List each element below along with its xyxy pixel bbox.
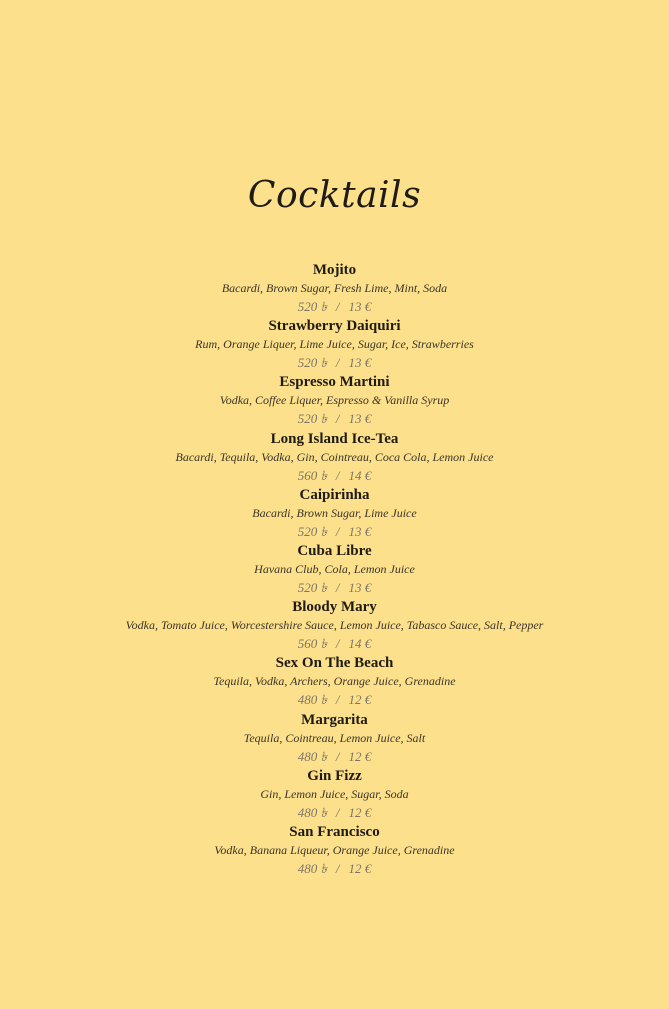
price-bdt: 520 ৳	[297, 299, 327, 314]
price-eur: 14 €	[348, 636, 372, 652]
price-separator: /	[335, 523, 340, 539]
price-separator: /	[335, 860, 340, 876]
cocktail-name: Gin Fizz	[307, 767, 362, 784]
list-item	[0, 822, 669, 878]
price-eur: 13 €	[348, 299, 372, 314]
price-separator: /	[335, 411, 340, 427]
price-separator: /	[335, 692, 340, 708]
price-separator: /	[335, 467, 340, 483]
cocktail-list	[0, 260, 669, 878]
price-separator: /	[335, 804, 340, 820]
price-separator: /	[335, 355, 340, 371]
price-bdt: 560 ৳	[297, 467, 327, 483]
list-item	[0, 597, 669, 653]
price-eur: 12 €	[348, 748, 372, 764]
cocktail-name: Bloody Mary	[292, 599, 377, 616]
cocktail-price	[0, 747, 669, 766]
cocktail-price	[0, 466, 669, 485]
cocktail-name: Espresso Martini	[279, 374, 390, 391]
cocktail-ingredients: Bacardi, Brown Sugar, Lime Juice	[252, 505, 417, 520]
page-title: Cocktails	[247, 175, 422, 216]
list-item	[0, 710, 669, 766]
price-eur: 13 €	[348, 411, 372, 427]
price-eur: 13 €	[348, 523, 372, 539]
cocktail-ingredients: Havana Club, Cola, Lemon Juice	[254, 561, 415, 576]
price-bdt: 480 ৳	[297, 860, 327, 876]
cocktail-price	[0, 409, 669, 428]
cocktail-ingredients: Bacardi, Tequila, Vodka, Gin, Cointreau, Coca Cola, Lemon Juice	[175, 449, 494, 464]
cocktail-price	[0, 859, 669, 878]
cocktail-name: Strawberry Daiquiri	[268, 318, 401, 335]
price-bdt: 480 ৳	[297, 748, 327, 764]
price-eur: 14 €	[348, 467, 372, 483]
cocktail-price	[0, 690, 669, 709]
price-bdt: 520 ৳	[297, 579, 327, 595]
list-item	[0, 372, 669, 428]
price-eur: 12 €	[348, 804, 372, 820]
cocktail-ingredients: Vodka, Banana Liqueur, Orange Juice, Grenadine	[214, 842, 455, 857]
cocktail-name: Long Island Ice-Tea	[270, 430, 399, 447]
price-eur: 12 €	[348, 692, 372, 708]
price-eur: 13 €	[348, 355, 372, 371]
price-separator: /	[335, 748, 340, 764]
cocktail-name: Mojito	[312, 262, 357, 278]
cocktail-ingredients: Vodka, Tomato Juice, Worcestershire Sauce, Lemon Juice, Tabasco Sauce, Salt, Pepper	[125, 618, 544, 633]
price-bdt: 520 ৳	[297, 411, 327, 427]
price-separator: /	[335, 579, 340, 595]
list-item	[0, 485, 669, 541]
cocktail-ingredients: Bacardi, Brown Sugar, Fresh Lime, Mint, Soda	[221, 281, 448, 295]
price-eur: 13 €	[348, 579, 372, 595]
price-bdt: 520 ৳	[297, 355, 327, 371]
price-bdt: 520 ৳	[297, 523, 327, 539]
cocktail-name: Margarita	[301, 711, 368, 728]
cocktail-price	[0, 803, 669, 822]
price-separator: /	[335, 636, 340, 652]
cocktail-name: Cuba Libre	[297, 542, 372, 559]
cocktail-ingredients: Rum, Orange Liquer, Lime Juice, Sugar, Ice, Strawberries	[195, 337, 474, 352]
cocktail-ingredients: Vodka, Coffee Liquer, Espresso & Vanilla Syrup	[219, 393, 450, 408]
cocktail-price	[0, 634, 669, 653]
list-item	[0, 653, 669, 709]
cocktail-ingredients: Gin, Lemon Juice, Sugar, Soda	[260, 786, 409, 801]
list-item	[0, 260, 669, 316]
price-separator: /	[335, 299, 340, 314]
cocktail-price	[0, 522, 669, 541]
cocktail-price	[0, 578, 669, 597]
list-item	[0, 429, 669, 485]
price-bdt: 480 ৳	[297, 692, 327, 708]
cocktail-name: Caipirinha	[299, 486, 370, 503]
price-bdt: 560 ৳	[297, 636, 327, 652]
cocktail-price	[0, 297, 669, 316]
list-item	[0, 766, 669, 822]
cocktail-price	[0, 353, 669, 372]
price-bdt: 480 ৳	[297, 804, 327, 820]
cocktail-ingredients: Tequila, Cointreau, Lemon Juice, Salt	[243, 730, 426, 745]
list-item	[0, 316, 669, 372]
list-item	[0, 541, 669, 597]
price-eur: 12 €	[348, 860, 372, 876]
cocktail-name: Sex On The Beach	[275, 655, 394, 672]
cocktail-ingredients: Tequila, Vodka, Archers, Orange Juice, Grenadine	[213, 674, 456, 689]
cocktail-name: San Francisco	[289, 823, 380, 840]
